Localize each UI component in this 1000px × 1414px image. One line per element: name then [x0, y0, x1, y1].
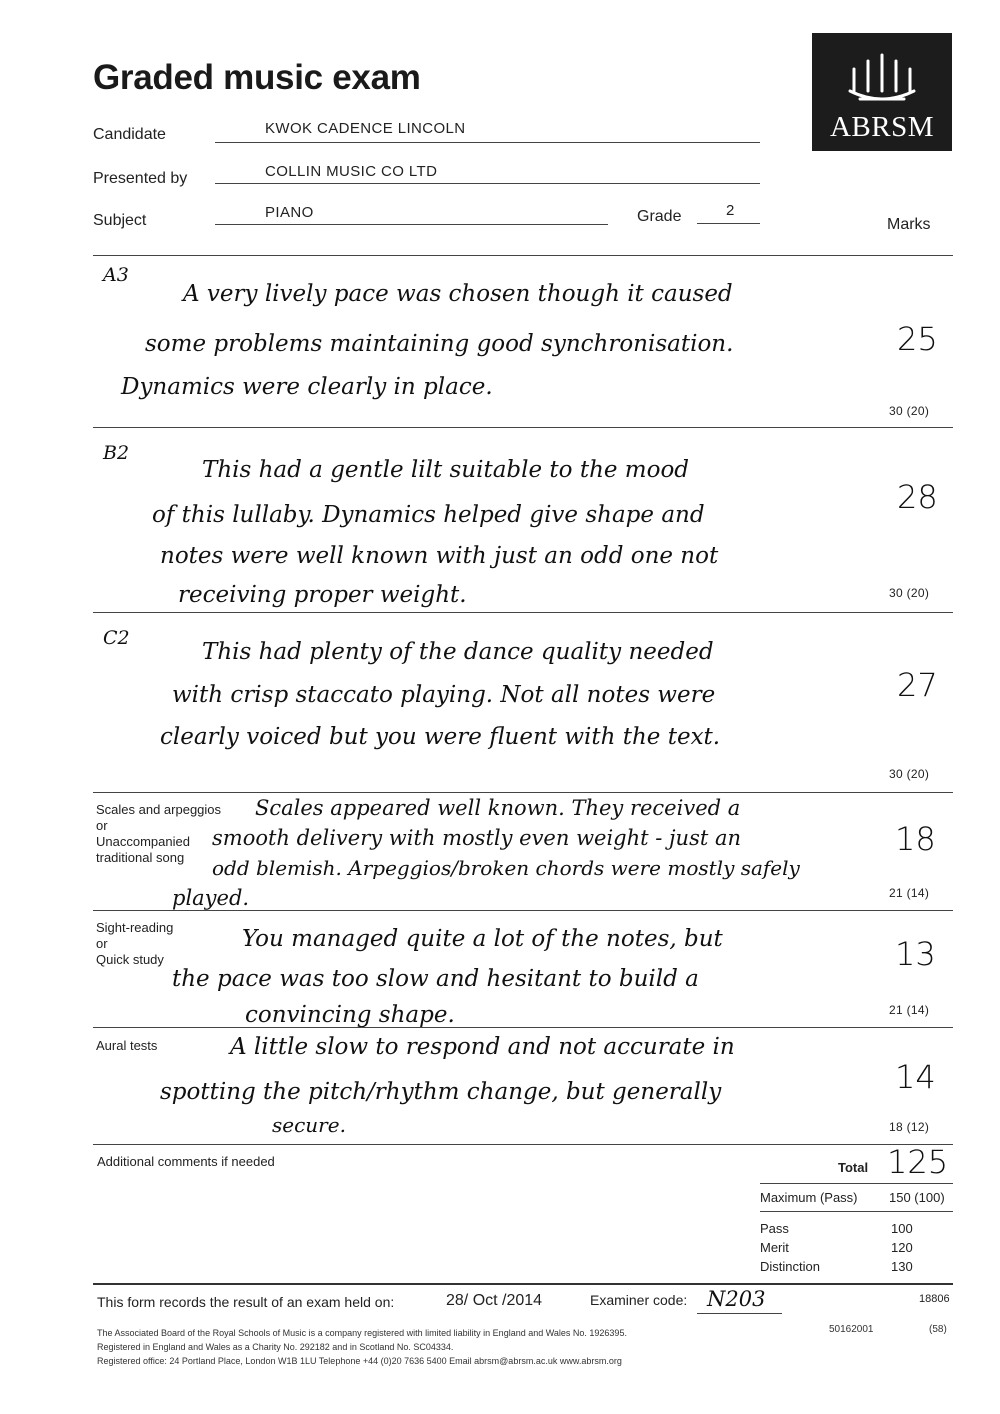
examiner-code: N203 [707, 1287, 766, 1311]
merit-label: Merit [760, 1240, 789, 1255]
mark-value: 13 [895, 935, 936, 973]
max-pass-value: 21 (14) [889, 886, 930, 900]
comment-line: of this lullaby. Dynamics helped give shape and [152, 502, 705, 528]
comment-line: with crisp staccato playing. Not all notes were [172, 682, 716, 708]
grade-label: Grade [637, 208, 682, 225]
examiner-code-underline [697, 1313, 782, 1314]
legal-text: The Associated Board of the Royal Schools of Music is a company registered with limited liability in England and Wales No. 1926395. [97, 1328, 627, 1338]
comment-line: convincing shape. [245, 1002, 455, 1028]
section-code-b2: B2 [103, 442, 130, 464]
maximum-label: Maximum (Pass) [760, 1190, 858, 1205]
subject-underline [215, 224, 608, 225]
total-label: Total [838, 1160, 869, 1175]
additional-comments-label: Additional comments if needed [97, 1154, 275, 1169]
divider [93, 1027, 953, 1028]
divider [93, 1144, 953, 1145]
candidate-underline [215, 142, 760, 143]
comment-line: notes were well known with just an odd one not [160, 543, 719, 569]
comment-line: receiving proper weight. [178, 582, 467, 608]
mark-value: 18 [895, 820, 936, 858]
pass-label: Pass [760, 1221, 789, 1236]
comment-line: This had a gentle lilt suitable to the mood [202, 457, 690, 483]
divider [93, 792, 953, 793]
comment-line: This had plenty of the dance quality needed [202, 639, 714, 665]
distinction-value: 130 [891, 1259, 913, 1274]
legal-text: Registered office: 24 Portland Place, London W1B 1LU Telephone +44 (0)20 7636 5400 Email abrsm@abrsm.ac.uk www.abrsm.org [97, 1356, 622, 1366]
abrsm-logo [812, 33, 952, 151]
divider [93, 427, 953, 428]
max-pass-value: 30 (20) [889, 404, 930, 418]
crown-icon [812, 33, 952, 113]
comment-line: smooth delivery with mostly even weight - just an [212, 826, 742, 850]
legal-text: Registered in England and Wales as a Charity No. 292182 and in Scotland No. SC04334. [97, 1342, 454, 1352]
divider [760, 1211, 953, 1212]
distinction-label: Distinction [760, 1259, 820, 1274]
grade-underline [697, 223, 760, 224]
comment-line: the pace was too slow and hesitant to build a [172, 966, 699, 992]
comment-line: A little slow to respond and not accurate in [230, 1034, 735, 1060]
comment-line: played. [172, 886, 250, 910]
scales-label: Scales and arpeggios or Unaccompanied traditional song [96, 802, 222, 865]
mark-value: 27 [897, 666, 938, 704]
logo-text: ABRSM [829, 111, 935, 143]
presented-by-value: COLLIN MUSIC CO LTD [265, 163, 438, 180]
comment-line: odd blemish. Arpeggios/broken chords were mostly safely [212, 856, 800, 880]
grade-value: 2 [726, 202, 735, 219]
comment-line: Dynamics were clearly in place. [121, 374, 493, 400]
comment-line: clearly voiced but you were fluent with the text. [160, 724, 721, 750]
max-pass-value: 30 (20) [889, 767, 930, 781]
section-code-c2: C2 [103, 627, 130, 649]
examiner-code-label: Examiner code: [590, 1292, 688, 1308]
section-code-a3: A3 [103, 264, 129, 286]
divider [93, 255, 953, 256]
mark-value: 25 [897, 320, 938, 358]
total-underline [760, 1183, 953, 1184]
divider [93, 612, 953, 613]
reference-code: 50162001 [829, 1324, 874, 1335]
candidate-label: Candidate [93, 126, 166, 143]
candidate-value: KWOK CADENCE LINCOLN [265, 120, 466, 137]
divider [93, 910, 953, 911]
comment-line: secure. [272, 1113, 346, 1137]
sight-reading-label: Sight-reading or Quick study [96, 920, 174, 967]
merit-value: 120 [891, 1240, 913, 1255]
total-value: 125 [887, 1143, 949, 1181]
max-pass-value: 21 (14) [889, 1003, 930, 1017]
pass-value: 100 [891, 1221, 913, 1236]
marks-label: Marks [887, 216, 931, 233]
comment-line: some problems maintaining good synchronisation. [145, 331, 734, 357]
footer-divider [93, 1283, 953, 1285]
subject-value: PIANO [265, 204, 314, 221]
page-title: Graded music exam [93, 58, 421, 97]
reference-code-suffix: (58) [929, 1324, 947, 1335]
form-number: 18806 [919, 1293, 950, 1305]
mark-value: 14 [895, 1058, 936, 1096]
aural-tests-label: Aural tests [96, 1038, 158, 1053]
exam-date: 28/ Oct /2014 [446, 1292, 543, 1309]
max-pass-value: 30 (20) [889, 586, 930, 600]
exam-record-label: This form records the result of an exam held on: [97, 1294, 395, 1310]
mark-value: 28 [897, 478, 938, 516]
comment-line: A very lively pace was chosen though it caused [183, 281, 733, 307]
comment-line: spotting the pitch/rhythm change, but generally [160, 1079, 722, 1105]
maximum-value: 150 (100) [889, 1190, 945, 1205]
comment-line: You managed quite a lot of the notes, but [242, 926, 723, 952]
max-pass-value: 18 (12) [889, 1120, 930, 1134]
comment-line: Scales appeared well known. They received a [255, 796, 741, 820]
presented-by-underline [215, 183, 760, 184]
presented-by-label: Presented by [93, 170, 188, 187]
subject-label: Subject [93, 212, 147, 229]
